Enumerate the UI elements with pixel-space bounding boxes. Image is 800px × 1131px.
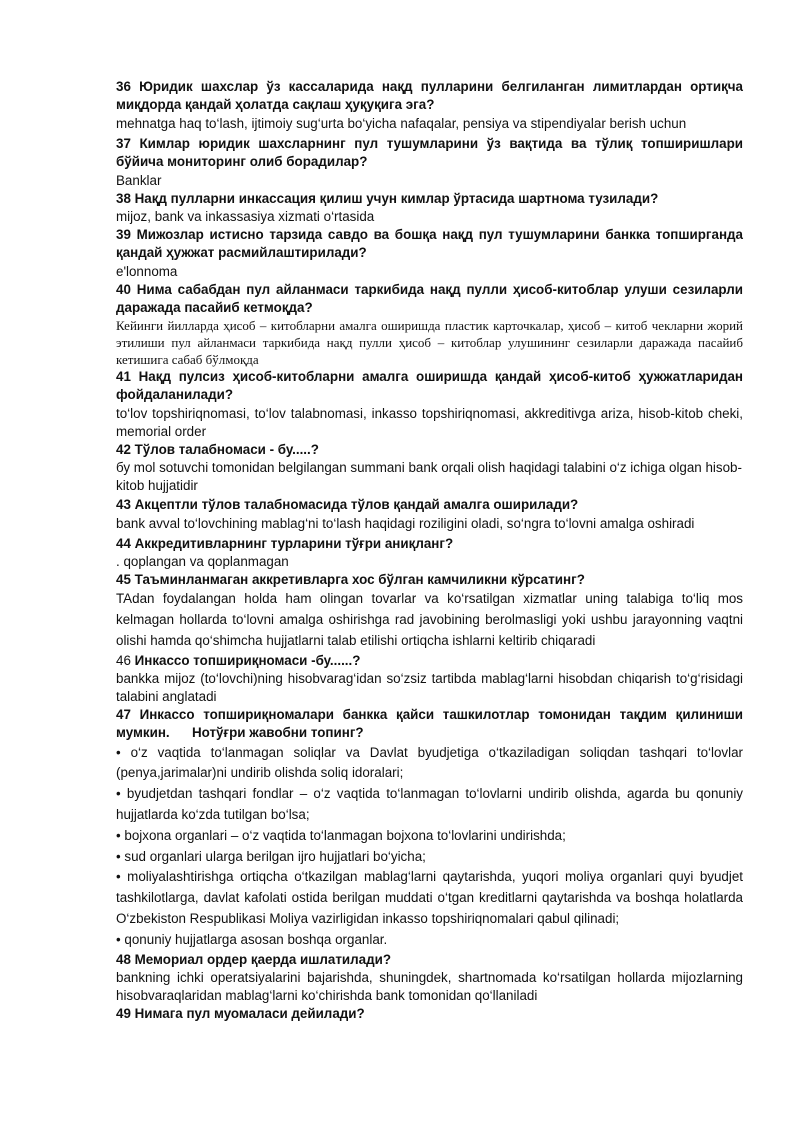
answer-45: TAdan foydalangan holda ham olingan tovarlar va ko‘rsatilgan xizmatlar uning talabiga to‘liq mos kelmagan hollarda to‘lovni amalga oshirishga rad javobining berolmasligi yoki ushbu jarayonning vaqtni olishi hamda qo‘shimcha hujjatlarni talab etilishi ortiqcha ishlarni keltirib chiqaradi: [116, 591, 743, 648]
answer-36: mehnatga haq to‘lash, ijtimoiy sug‘urta bo‘yicha nafaqalar, pensiya va stipendiyalar berish uchun: [116, 116, 687, 132]
answer-38: mijoz, bank va inkassasiya xizmati o‘rtasida: [116, 209, 375, 225]
answer-42: бу mol sotuvchi tomonidan belgilangan summani bank orqali olish haqidagi talabini o‘z ichiga olgan hisob-kitob hujjatidir: [116, 460, 742, 494]
answer-44: . qoplangan va qoplanmagan: [116, 553, 289, 569]
question-36: 36 Юридик шахслар ўз кассаларида нақд пулларини белгиланган лимитлардан ортиқча миқдорда қандай ҳолатда сақлаш ҳуқуқига эга?: [116, 79, 743, 113]
bullet-item: • sud organlari ularga berilgan ijro hujjatlari bo‘yicha;: [116, 848, 426, 864]
bullet-item: • qonuniy hujjatlarga asosan boshqa organlar.: [116, 931, 388, 947]
bullet-item: • byudjetdan tashqari fondlar – o‘z vaqtida to‘lanmagan to‘lovlarni undirib olishda, agarda bu qonuniy hujjatlarda ko‘zda tutilgan bo‘lsa;: [116, 786, 743, 823]
bullet-item: • bojxona organlari – o‘z vaqtida to‘lanmagan bojxona to‘lovlarini undirishda;: [116, 827, 566, 843]
question-44: 44 Аккредитивларнинг турларини тўғри аниқланг?: [116, 535, 454, 551]
answer-43: bank avval to‘lovchining mablag‘ni to‘lash haqidagi roziligini oladi, so‘ngra to‘lovni amalga oshiradi: [116, 515, 695, 531]
question-42: 42 Тўлов талабномаси - бу.....?: [116, 442, 319, 458]
question-46-text: Инкассо топшириқномаси -бу......?: [130, 652, 361, 668]
question-46: [116, 652, 743, 670]
question-46-number: 46: [116, 652, 131, 668]
question-37: 37 Кимлар юридик шахсларнинг пул тушумларини ўз вақтида ва тўлиқ топширишлари бўйича мониторинг олиб борадилар?: [116, 136, 743, 170]
answer-40: Кейинги йилларда ҳисоб – китобларни амалга оширишда пластик карточкалар, ҳисоб – китоб чекларни жорий этилиши пул айланмаси таркибида нақд пулли ҳисоб – китоблар улушининг сезиларли даражада пасайиб кетишига сабаб бўлмоқда: [116, 318, 743, 368]
question-40: 40 Нима сабабдан пул айланмаси таркибида нақд пулли ҳисоб-китоблар улуши сезиларли даражада пасайиб кетмоқда?: [116, 281, 743, 316]
question-48: 48 Мемориал ордер қаерда ишлатилади?: [116, 951, 392, 967]
question-39: 39 Мижозлар истисно тарзида савдо ва бошқа нақд пул тушумларини банкка топширганда қандай ҳужжат расмийлаштирилади?: [116, 227, 743, 261]
answer-39: e'lonnoma: [116, 263, 178, 279]
answer-41: to‘lov topshiriqnomasi, to‘lov talabnomasi, inkasso topshiriqnomasi, akkreditivga ariza, hisob-kitob cheki, memorial order: [116, 405, 743, 439]
question-43: 43 Акцептли тўлов талабномасида тўлов қандай амалга оширилади?: [116, 496, 579, 512]
question-38: 38 Нақд пулларни инкассация қилиш учун кимлар ўртасида шартнома тузилади?: [116, 190, 659, 206]
answer-48: bankning ichki operatsiyalarini bajarishda, shuningdek, shartnomada ko‘rsatilgan hollarda mijozlarning hisobvaraqlaridan mablag‘larni ko‘chirishda bank tomonidan qo‘llaniladi: [116, 969, 743, 1004]
question-41: 41 Нақд пулсиз ҳисоб-китобларни амалга оширишда қандай ҳисоб-китоб ҳужжатларидан фойдаланилади?: [116, 369, 743, 403]
question-49: 49 Нимага пул муомаласи дейилади?: [116, 1006, 365, 1022]
question-47: 47 Инкассо топшириқномалари банкка қайси ташкилотлар томонидан тақдим қилиниши мумкин. Нотўғри жавобни топинг?: [116, 707, 747, 741]
answer-46: bankka mijoz (to‘lovchi)ning hisobvarag‘idan so‘zsiz tartibda mablag‘larni hisobdan chiqarish to‘g‘risidagi talabini anglatadi: [116, 670, 743, 705]
answer-37: Banklar: [116, 172, 162, 188]
bullet-item: • o‘z vaqtida to‘lanmagan soliqlar va Davlat byudjetiga o‘tkaziladigan soliqdan tashqari to‘lovlar (penya,jarimalar)ni undirib olishda soliq idoralari;: [116, 744, 743, 781]
bullet-item: • moliyalashtirishga ortiqcha o‘tkazilgan mablag‘larni qaytarishda, yuqori moliya organlari quyi byudjet tashkilotlarga, davlat kafolati ostida berilgan muddati o‘tgan kreditlarni qaytarishda va boshqa holatlarda O‘zbekiston Respublikasi Moliya vazirligidan inkasso topshiriqnomalari qabul qilinadi;: [116, 869, 743, 927]
question-45: 45 Таъминланмаган аккретивларга хос бўлган камчиликни кўрсатинг?: [116, 572, 585, 588]
document-page: [116, 78, 747, 1023]
